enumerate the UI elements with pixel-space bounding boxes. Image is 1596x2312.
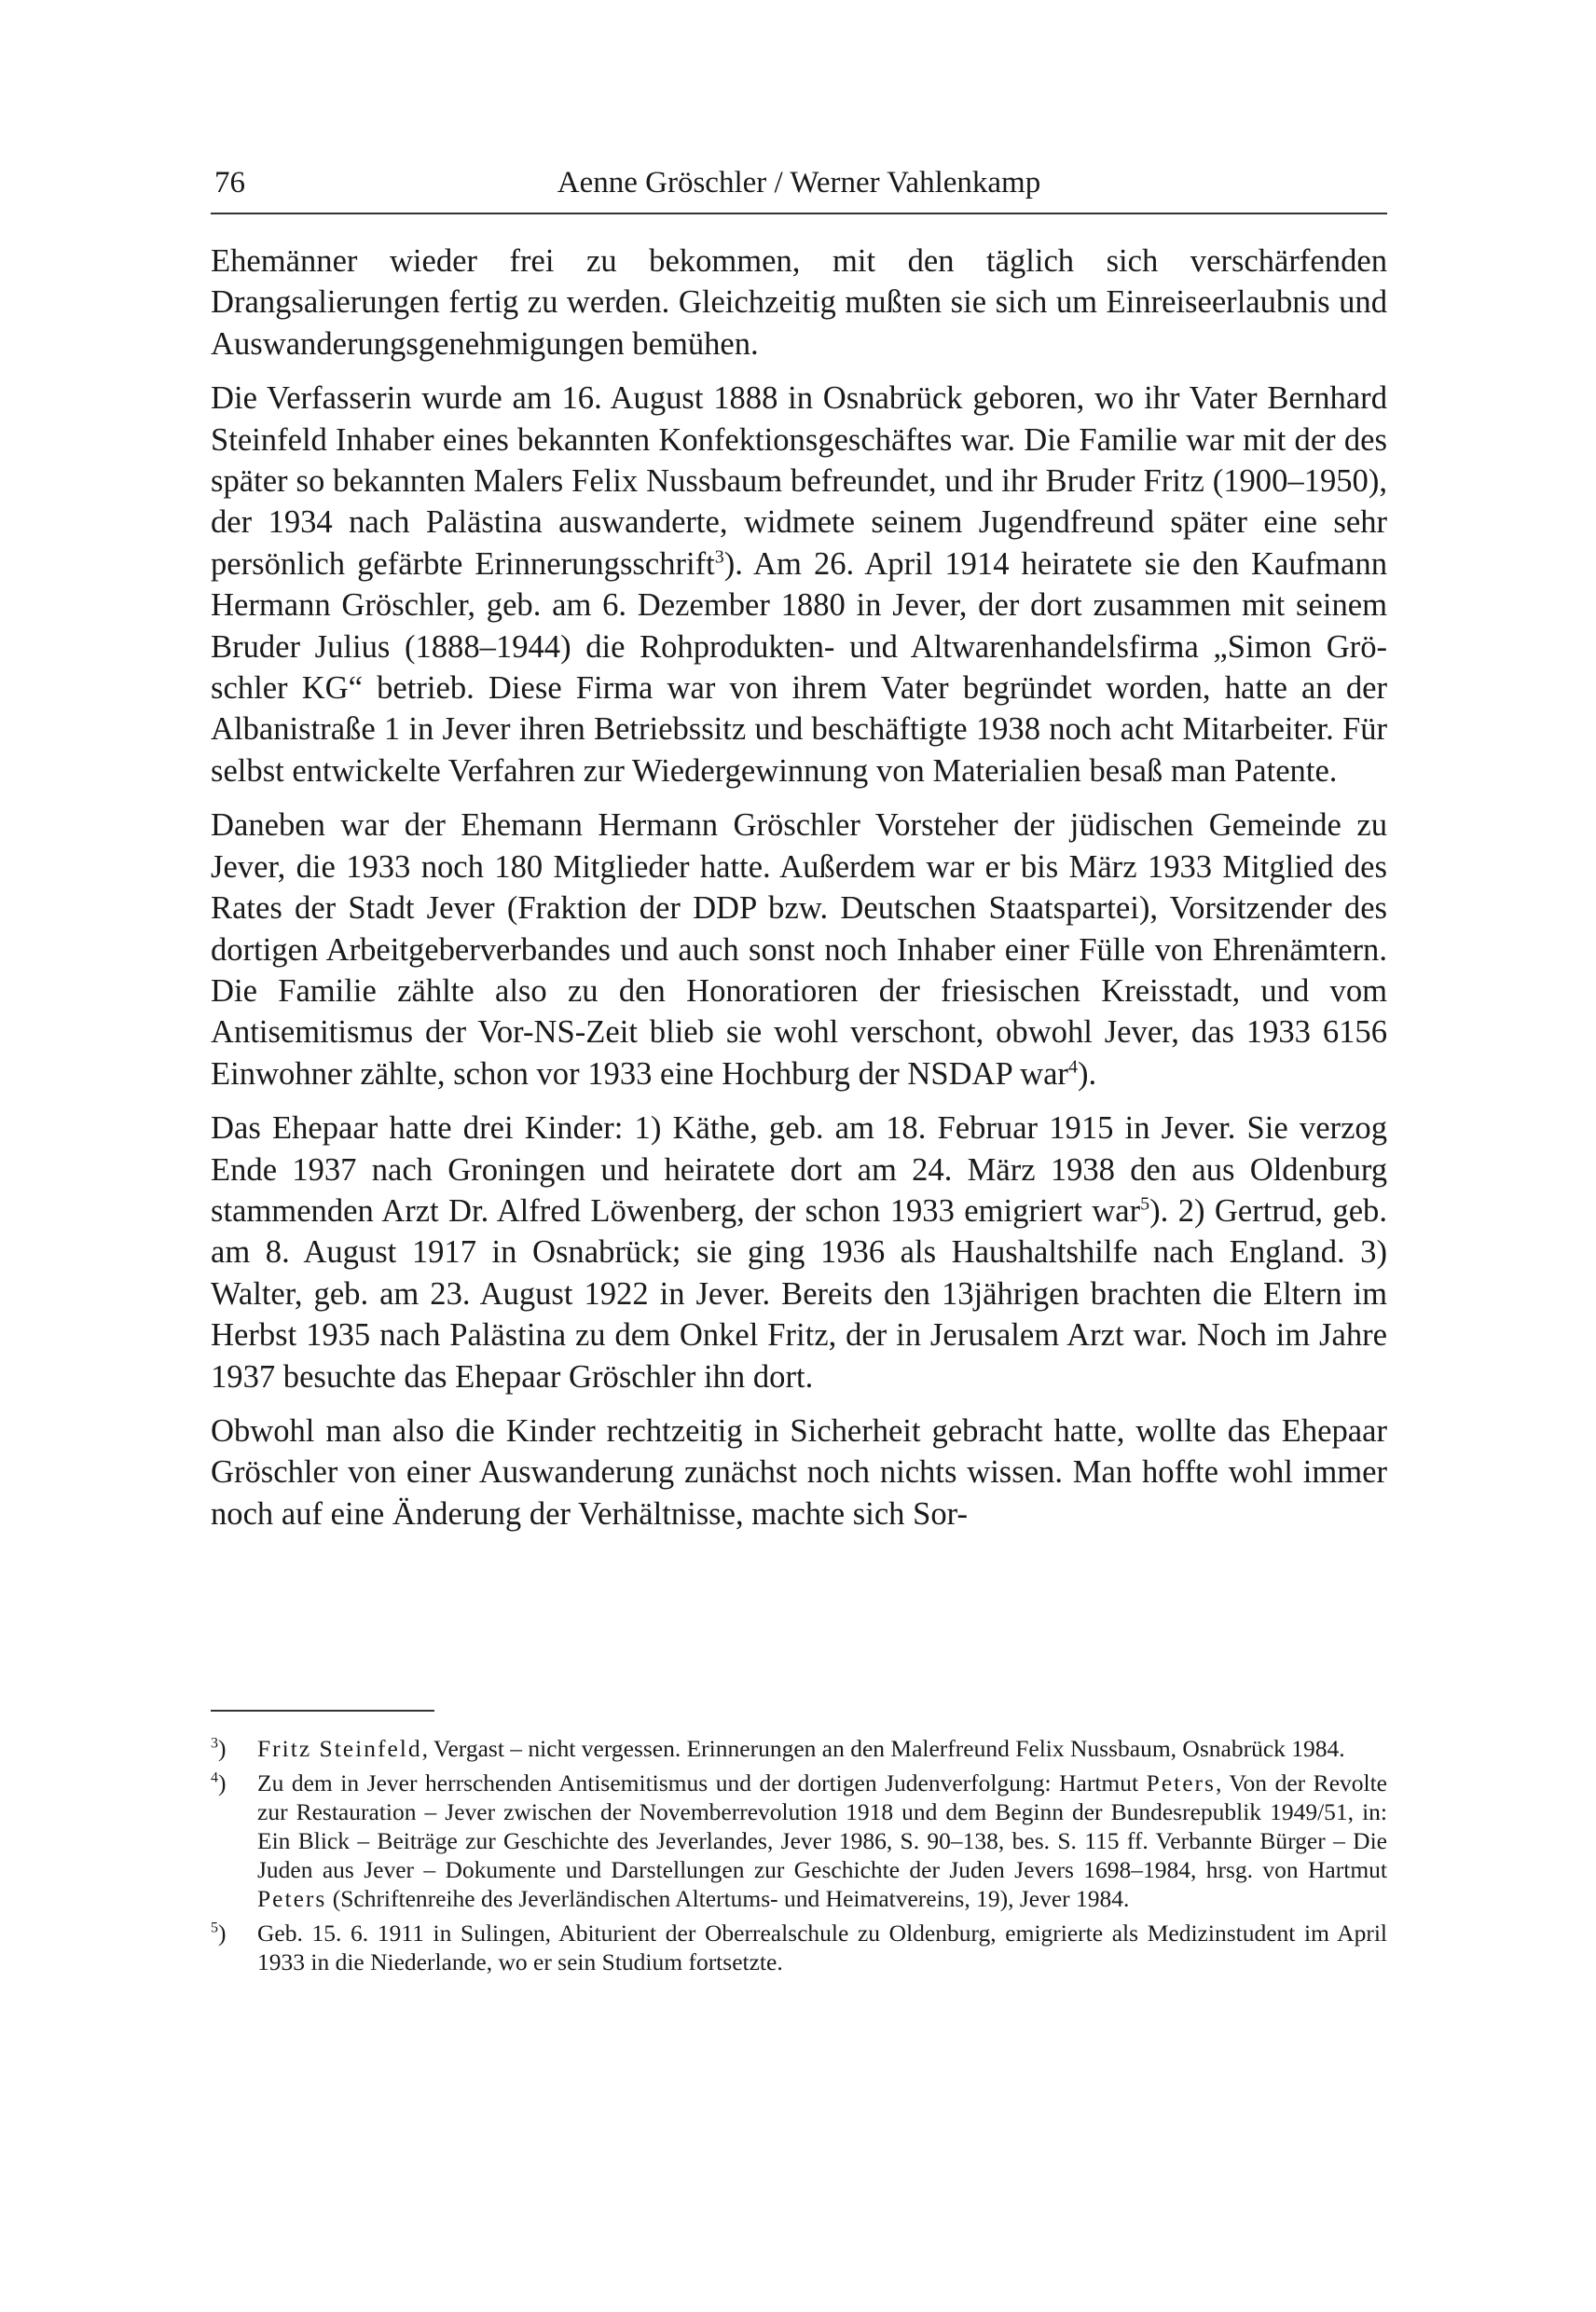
paragraph-5 (211, 1411, 1387, 1534)
paragraph-4 (211, 1108, 1387, 1397)
paragraph-3-text-b: ). (1077, 1055, 1097, 1092)
footnote-ref-3: 3 (714, 546, 724, 568)
paragraph-2-text-a: Die Verfasserin wurde am 16. August 1888 in Osnabrück geboren, wo ihr Vater Bernhard Steinfeld Inhaber eines bekannten Konfektionsgeschäftes war. Die Familie war mit der des später so bekannten Malers Felix Nussbaum befreundet, und ihr Bruder Fritz (1900–1950), der 1934 nach Palästina auswanderte, widmete seinem Jugendfreund später eine sehr persönlich gefärbte Erinnerungsschrift (211, 380, 1387, 582)
paragraph-3-text-a: Daneben war der Ehemann Hermann Gröschler Vorsteher der jüdischen Gemeinde zu Jever, die 1933 noch 180 Mitglieder hatte. Außerdem war er bis März 1933 Mitglied des Rates der Stadt Jever (Fraktion der DDP bzw. Deutschen Staatspartei), Vorsitzender des dortigen Arbeitgeberverbandes und auch sonst noch Inhaber einer Fülle von Ehrenämtern. Die Familie zählte also zu den Honoratioren der friesischen Kreisstadt, und vom Antisemitismus der Vor-NS-Zeit blieb sie wohl verschont, obwohl Jever, das 1933 6156 Einwohner zählte, schon vor 1933 eine Hochburg der NSDAP war (211, 807, 1387, 1092)
footnote-number: 5 (211, 1920, 218, 1936)
footnote-4 (211, 1768, 1387, 1913)
footnote-marker: $^4$) (211, 1769, 227, 1796)
footnote-text: , Von der Revolte zur Restauration – Jever zwischen der Novemberrevolution 1918 und dem Beginn der Bundesrepublik 1949/51, in: Ein Blick – Beiträge zur Geschichte des Jeverlandes, Jever 1986, S. 90–138, bes. S. 115 ff. Verbannte Bürger – Die Juden aus Jever – Dokumente und Darstellungen zur Geschichte der Juden Jevers 1698–1984, hrsg. von Hartmut (257, 1769, 1387, 1883)
running-head: Aenne Gröschler / Werner Vahlenkamp (557, 166, 1041, 200)
footnote-text: (Schriftenreihe des Jeverländischen Altertums- und Heimatvereins, 19), Jever 1984. (326, 1885, 1130, 1912)
footnote-number: 4 (211, 1769, 218, 1786)
paragraph-1 (211, 241, 1387, 365)
footnote-rule (211, 1710, 434, 1712)
paragraph-2 (211, 378, 1387, 791)
footnote-author: Peters (257, 1885, 327, 1912)
body-text (211, 241, 1387, 1548)
paragraph-3 (211, 805, 1387, 1094)
footnote-number: 3 (211, 1735, 218, 1752)
footnote-ref-5: 5 (1140, 1193, 1150, 1215)
footnote-marker: $^3$) (211, 1735, 227, 1762)
paragraph-5-text: Obwohl man also die Kinder rechtzeitig in Sicherheit gebracht hatte, wollte das Ehepaar Gröschler von einer Auswanderung zunächst noch nichts wissen. Man hoffte wohl immer noch auf eine Änderung der Verhältnisse, machte sich Sor- (211, 1412, 1387, 1532)
paragraph-4-text-b: ). 2) Gertrud, geb. am 8. August 1917 in Osnabrück; sie ging 1936 als Haushaltshilfe nach England. 3) Walter, geb. am 23. August 1922 in Jever. Bereits den 13jährigen brachten die Eltern im Herbst 1935 nach Palästina zu dem Onkel Fritz, der in Jerusalem Arzt war. Noch im Jahre 1937 besuchte das Ehepaar Gröschler ihn dort. (211, 1192, 1387, 1395)
paragraph-4-text-a: Das Ehepaar hatte drei Kinder: 1) Käthe, geb. am 18. Februar 1915 in Jever. Sie verzog Ende 1937 nach Groningen und heiratete dort am 24. März 1938 den aus Oldenburg stammenden Arzt Dr. Alfred Löwenberg, der schon 1933 emigriert war (211, 1110, 1387, 1229)
footnote-text: Geb. 15. 6. 1911 in Sulingen, Abiturient der Oberrealschule zu Oldenburg, emigrierte als Medizinstudent im April 1933 in die Niederlande, wo er sein Studium fortsetzte. (257, 1920, 1387, 1975)
footnote-text: Zu dem in Jever herrschenden Antisemitismus und der dortigen Judenverfolgung: Hartmut (257, 1769, 1147, 1796)
footnote-author: Peters (1146, 1769, 1216, 1796)
header-rule (211, 213, 1387, 214)
page-header (211, 157, 1387, 205)
footnote-ref-4: 4 (1067, 1056, 1078, 1078)
page-number: 76 (214, 166, 245, 200)
paragraph-2-text-b: ). Am 26. April 1914 heiratete sie den Kaufmann Hermann Gröschler, geb. am 6. Dezember 1880 in Jever, der dort zusammen mit seinem Bruder Julius (1888–1944) die Rohprodukten- und Altwarenhandelsfirma „Simon Gröschler KG“ betrieb. Diese Firma war von ihrem Vater begründet worden, hatte an der Albanistraße 1 in Jever ihren Betriebssitz und beschäftigte 1938 noch acht Mitarbeiter. Für selbst entwickelte Verfahren zur Wiedergewinnung von Materialien besaß man Patente. (211, 545, 1387, 789)
footnote-3 (211, 1734, 1387, 1763)
paragraph-1-text: Ehemänner wieder frei zu bekommen, mit den täglich sich verschärfenden Drangsalierungen fertig zu werden. Gleichzeitig mußten sie sich um Einreiseerlaubnis und Auswanderungsgenehmigungen bemühen. (211, 243, 1387, 362)
footnotes (211, 1734, 1387, 1982)
footnote-marker: $^5$) (211, 1920, 227, 1947)
footnote-author: Fritz Steinfeld (257, 1735, 422, 1762)
footnote-5 (211, 1919, 1387, 1976)
footnote-text: , Vergast – nicht vergessen. Erinnerungen an den Malerfreund Felix Nussbaum, Osnabrück 1984. (421, 1735, 1345, 1762)
